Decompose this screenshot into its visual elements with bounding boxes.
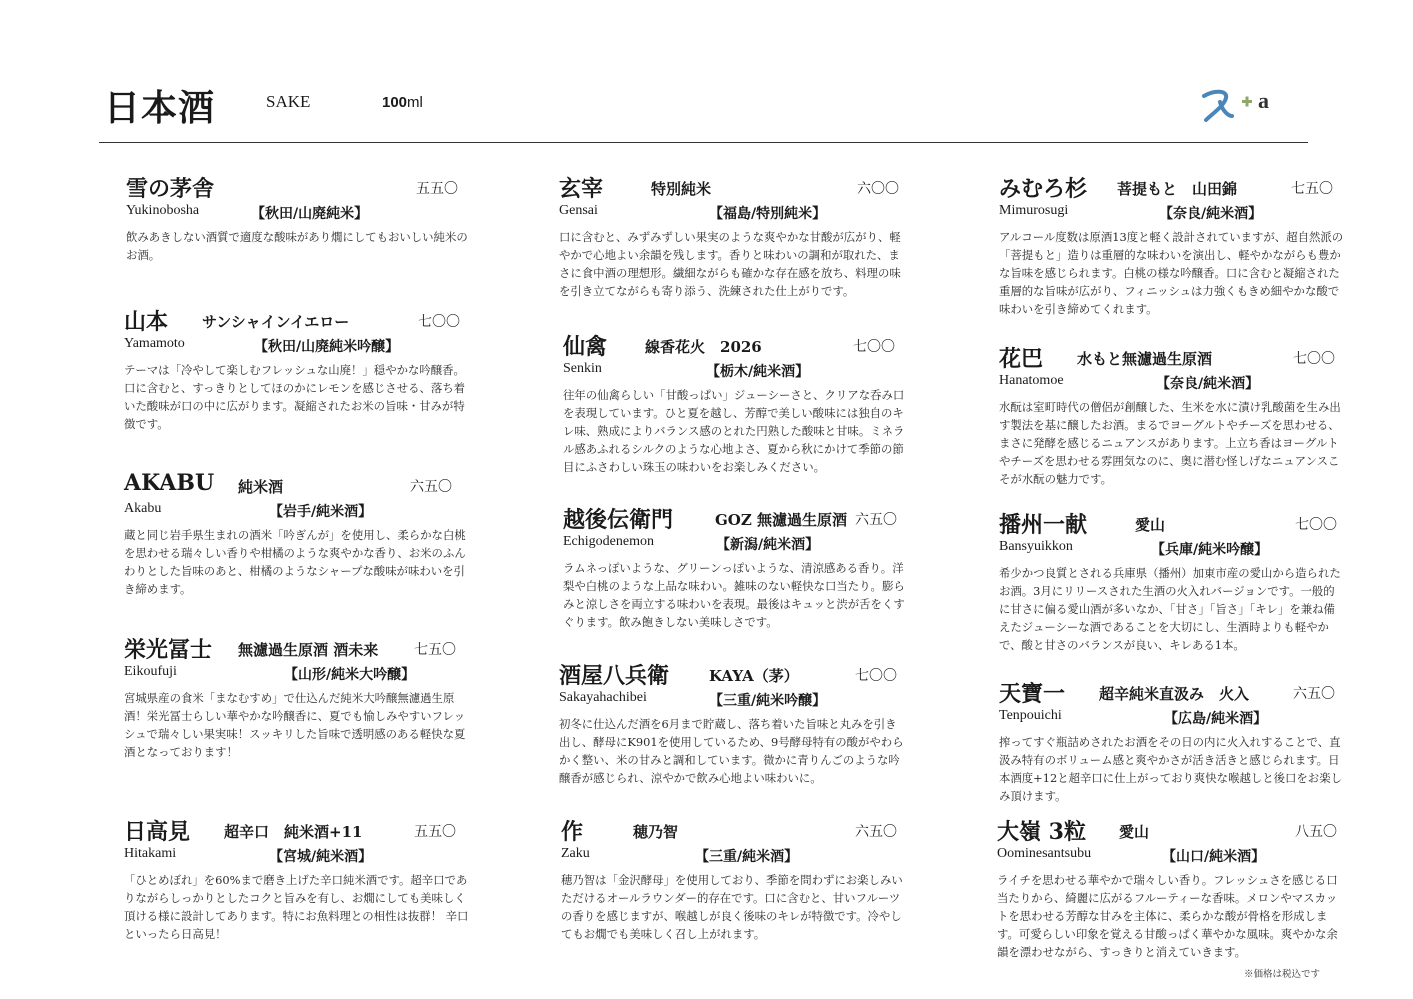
- sake-name: 播州一献: [999, 512, 1088, 538]
- header-divider: [99, 142, 1308, 143]
- sake-subtitle: GOZ 無濾過生原酒: [715, 511, 848, 529]
- sake-romaji: Zaku: [561, 846, 590, 861]
- sake-region: 【秋田/山廃純米吟醸】: [254, 339, 400, 355]
- sake-region: 【秋田/山廃純米】: [251, 206, 369, 222]
- sake-romaji: Echigodenemon: [563, 534, 654, 549]
- sake-region: 【兵庫/純米吟醸】: [1151, 542, 1269, 558]
- sake-romaji: Mimurosugi: [999, 203, 1069, 218]
- sake-region: 【奈良/純米酒】: [1159, 206, 1263, 222]
- sake-subtitle: サンシャインイエロー: [202, 313, 350, 331]
- sake-subtitle: 超辛純米直汲み 火入: [1099, 685, 1250, 703]
- sake-region: 【三重/純米吟醸】: [709, 693, 827, 709]
- sake-region: 【栃木/純米酒】: [706, 364, 810, 380]
- sake-region: 【新潟/純米酒】: [716, 537, 820, 553]
- sake-price: 七五〇: [1291, 181, 1333, 197]
- sake-romaji: Hanatomoe: [999, 373, 1064, 388]
- sake-name: 大嶺 3粒: [997, 819, 1086, 845]
- sake-romaji: Bansyuikkon: [999, 539, 1073, 554]
- volume-unit: ml: [407, 94, 423, 111]
- sake-region: 【福島/特別純米】: [709, 206, 827, 222]
- sake-romaji: Akabu: [124, 501, 162, 516]
- sake-name: 越後伝衛門: [563, 507, 674, 533]
- sake-description: 穂乃智は「金沢酵母」を使用しており、季節を問わずにお楽しみいただけるオールラウンダー的存在です。口に含むと、甘いフルーツの香りを感じますが、喉越しが良く後味のキレが特徴です。冷やしてもお燗でも美味しく召し上がれます。: [561, 873, 903, 941]
- page-title: 日本酒: [104, 87, 216, 129]
- sake-description: ライチを思わせる華やかで瑞々しい香り。フレッシュさを感じる口当たりから、綺麗に広がるフルーティーな香味。メロンやマスカットを思わせる芳醇な甘みを主体に、柔らかな酸が骨格を形成します。可愛らしい印象を覚える甘酸っぱく華やかな風味。爽やかな余韻を漂わせながら、すっきりと消えていきます。: [997, 873, 1338, 959]
- sake-romaji: Senkin: [563, 361, 602, 376]
- sake-romaji: Gensai: [559, 203, 598, 218]
- sake-romaji: Tenpouichi: [999, 708, 1062, 723]
- menu-header: [0, 0, 1413, 150]
- sake-region: 【山口/純米酒】: [1162, 849, 1266, 865]
- sake-romaji: Sakayahachibei: [559, 690, 647, 705]
- sake-description: 口に含むと、みずみずしい果実のような爽やかな甘酸が広がり、軽やかで心地よい余韻を残します。香りと味わいの調和が取れた、まさに食中酒の理想形。繊細ながらも確かな存在感を放ち、料理の味を引き立てながらも寄り添う、洗練された仕上がりです。: [559, 230, 901, 298]
- sake-subtitle: 純米酒: [238, 478, 284, 496]
- sake-price: 八五〇: [1295, 824, 1337, 840]
- sake-name: 天寶一: [999, 681, 1066, 707]
- sake-description: ラムネっぽいような、グリーンっぽいような、清涼感ある香り。洋梨や白桃のような上品な味わい。雑味のない軽快な口当たり。膨らみと涼しさを両立する味わいを表現。最後はキュッと渋が舌をくすぐります。飲み飽きしない美味しさです。: [563, 561, 905, 629]
- page-subtitle: SAKE: [266, 92, 311, 111]
- sake-name: 花巴: [999, 346, 1044, 372]
- sake-description: テーマは「冷やして楽しむフレッシュな山廃！」穏やかな吟醸香。口に含むと、すっきりとしてほのかにレモンを感じさせる、落ち着いた酸味が口の中に広がります。凝縮されたお米の旨味・甘みが特徴です。: [124, 363, 466, 431]
- volume-number: 100: [382, 94, 408, 111]
- sake-subtitle: 菩提もと 山田錦: [1117, 180, 1238, 198]
- sake-romaji: Hitakami: [124, 846, 177, 861]
- sake-price: 六五〇: [855, 512, 897, 528]
- sake-description: 宮城県産の食米「まなむすめ」で仕込んだ純米大吟醸無濾過生原酒！栄光冨士らしい華やかな吟醸香に、夏でも愉しみやすいフレッシュで瑞々しい果実味！スッキリした旨味で透明感のある軽快な夏酒となっております！: [124, 691, 466, 759]
- sake-romaji: Yamamoto: [124, 336, 185, 351]
- sake-price: 七〇〇: [855, 668, 897, 684]
- sake-region: 【宮城/純米酒】: [269, 849, 373, 865]
- sake-name: 山本: [124, 309, 169, 335]
- sake-description: 水酛は室町時代の僧侶が創醸した、生米を水に漬け乳酸菌を生み出す製法を基に醸したお酒。まるでヨーグルトやチーズを思わせる、まさに発酵を感じるニュアンスがあります。上立ち香はヨーグルトやチーズを思わせる雰囲気なのに、奥に潜む怪しげなニュアンスこそが水酛の魅力です。: [999, 400, 1341, 486]
- sake-romaji: Yukinobosha: [126, 203, 200, 218]
- sake-name: 作: [561, 819, 584, 845]
- sake-romaji: Oominesantsubu: [997, 846, 1092, 861]
- sake-subtitle: 超辛口 純米酒+11: [224, 823, 363, 841]
- sake-price: 七〇〇: [853, 339, 895, 355]
- sake-description: 希少かつ良質とされる兵庫県（播州）加東市産の愛山から造られたお酒。3月にリリースされた生酒の火入れバージョンです。一般的に甘さに偏る愛山酒が多いなか、「甘さ」「旨さ」「キレ」を兼ね備えたジューシーな酒であることを大切にし、生酒時よりも軽やかで、酸と甘さのバランスが良い、キレある1本。: [999, 566, 1341, 652]
- sake-subtitle: 特別純米: [651, 180, 712, 198]
- sake-subtitle: 線香花火 2026: [645, 338, 762, 356]
- sake-price: 五五〇: [416, 181, 458, 197]
- sake-region: 【広島/純米酒】: [1164, 711, 1268, 727]
- sake-description: 初冬に仕込んだ酒を6月まで貯蔵し、落ち着いた旨味と丸みを引き出し、酵母にK901を使用しているため、9号酵母特有の酸がやわらかく整い、米の甘みと調和しています。微かに青りんごのような吟醸香が感じられ、涼やかで飲み心地よい味わいに。: [559, 717, 904, 785]
- logo-letter: a: [1258, 88, 1269, 113]
- sake-price: 六五〇: [410, 479, 452, 495]
- sake-name: AKABU: [124, 470, 215, 496]
- sake-price: 五五〇: [414, 824, 456, 840]
- sake-price: 七〇〇: [418, 314, 460, 330]
- serving-volume: [382, 94, 423, 111]
- sake-subtitle: 無濾過生原酒 酒未来: [238, 641, 379, 659]
- sake-name: みむろ杉: [999, 176, 1088, 202]
- sake-region: 【岩手/純米酒】: [269, 504, 373, 520]
- sake-region: 【三重/純米酒】: [695, 849, 799, 865]
- sake-region: 【奈良/純米酒】: [1156, 376, 1260, 392]
- sake-description: アルコール度数は原酒13度と軽く設計されていますが、超自然派の「菩提もと」造りは重層的な味わいを演出し、軽やかながらも豊かな旨味を感じられます。白桃の様な吟醸香。口に含むと凝縮された重層的な旨味が広がり、フィニッシュは力強くもきめ細やかな酸で味わいを引き締めてくれます。: [999, 230, 1344, 316]
- sake-price: 六五〇: [1293, 686, 1335, 702]
- sake-price: 六五〇: [855, 824, 897, 840]
- brand-logo-icon: [1198, 82, 1308, 124]
- sake-subtitle: 水もと無濾過生原酒: [1077, 350, 1213, 368]
- sake-subtitle: 愛山: [1135, 516, 1166, 534]
- sake-subtitle: 穂乃智: [633, 823, 679, 841]
- sake-price: 七〇〇: [1293, 351, 1335, 367]
- sake-description: 往年の仙禽らしい「甘酸っぱい」ジューシーさと、クリアな呑み口を表現しています。ひと夏を越し、芳醇で美しい酸味には独自のキレ味、熟成によりバランス感のとれた円熟した酸味と甘味。ミネラル感あふれるシルクのような心地よさ、夏から秋にかけて季節の節目にふさわしい珠玉の味わいをお楽しみください。: [563, 388, 905, 474]
- sake-subtitle: 愛山: [1119, 823, 1150, 841]
- sake-name: 玄宰: [559, 176, 604, 202]
- sake-name: 雪の茅舎: [126, 176, 215, 202]
- sake-name: 日高見: [124, 819, 191, 845]
- sake-name: 栄光冨士: [124, 637, 213, 663]
- sake-price: 七五〇: [414, 642, 456, 658]
- sake-price: 七〇〇: [1295, 517, 1337, 533]
- sake-description: 飲みあきしない酒質で適度な酸味があり燗にしてもおいしい純米のお酒。: [126, 230, 468, 262]
- tax-note: ※価格は税込です: [1244, 969, 1321, 980]
- sake-description: 蔵と同じ岩手県生まれの酒米「吟ぎんが」を使用し、柔らかな白桃を思わせる瑞々しい香りや柑橘のような爽やかな香り、お米のふんわりとした旨味のあと、柑橘のようなシャープな酸味が味わいを引き締めます。: [124, 528, 466, 596]
- sake-description: 搾ってすぐ瓶詰めされたお酒をその日の内に火入れすることで、直汲み特有のボリューム感と爽やかさが活き活きと感じられます。日本酒度+12と超辛口に仕上がっており爽快な喉越しと後口をお楽しみ頂けます。: [999, 735, 1342, 803]
- sake-romaji: Eikoufuji: [124, 664, 177, 679]
- sake-region: 【山形/純米大吟醸】: [284, 667, 416, 683]
- sake-price: 六〇〇: [857, 181, 899, 197]
- sake-name: 酒屋八兵衛: [559, 663, 670, 689]
- sake-description: 「ひとめぼれ」を60%まで磨き上げた辛口純米酒です。超辛口でありながらしっかりとしたコクと旨みを有し、お燗にしても美味しく頂ける様に設計してあります。特にお魚料理との相性は抜群！ 辛口といったら日高見！: [124, 873, 469, 941]
- sake-name: 仙禽: [563, 334, 608, 360]
- sake-subtitle: KAYA（茅）: [709, 667, 799, 685]
